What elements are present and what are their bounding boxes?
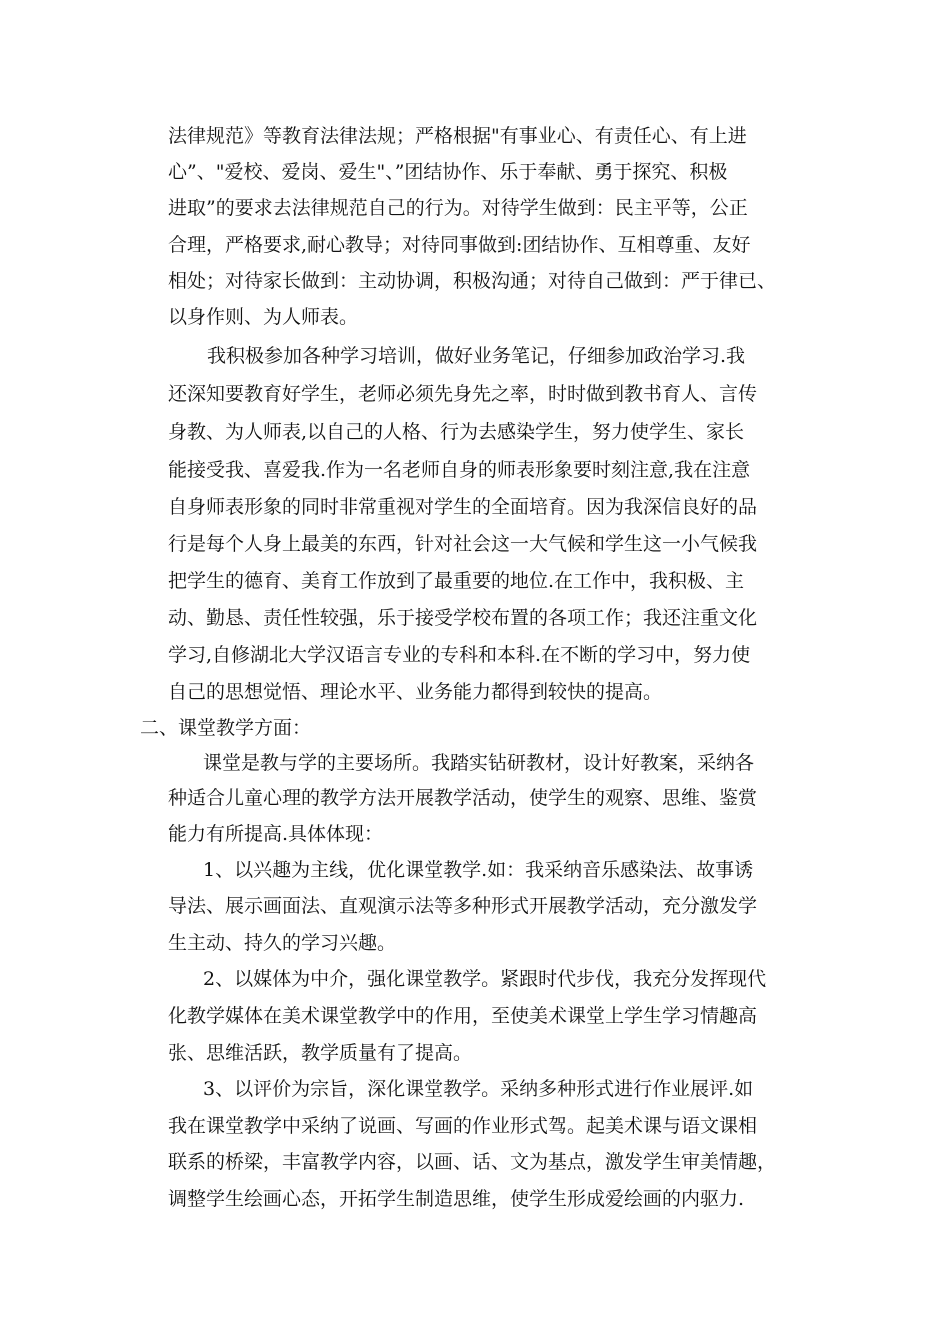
- text-line: 张、思维活跃，教学质量有了提高。: [168, 1042, 473, 1064]
- text-line: 法律规范》等教育法律法规；严格根据"有事业心、有责任心、有上进: [168, 125, 747, 147]
- text-line: 把学生的德育、美育工作放到了最重要的地位.在工作中，我积极、主: [168, 570, 745, 592]
- text-line: 自身师表形象的同时非常重视对学生的全面培育。因为我深信良好的品: [168, 496, 758, 518]
- text-line: 心”、"爱校、爱岗、爱生"、”团结协作、乐于奉献、勇于探究、积极: [168, 161, 728, 183]
- text-line: 相处；对待家长做到：主动协调，积极沟通；对待自己做到：严于律已、: [168, 270, 777, 292]
- text-line: 还深知要教育好学生，老师必须先身先之率，时时做到教书育人、言传: [168, 383, 758, 405]
- text-line: 联系的桥梁，丰富教学内容，以画、话、文为基点，激发学生审美情趣，: [168, 1151, 777, 1173]
- paragraph-start-line: 我积极参加各种学习培训，做好业务笔记，仔细参加政治学习.我: [207, 345, 746, 367]
- text-line: 化教学媒体在美术课堂教学中的作用，至使美术课堂上学生学习情趣高: [168, 1005, 758, 1027]
- paragraph-start-line: 课堂是教与学的主要场所。我踏实钻研教材，设计好教案，采纳各: [203, 752, 755, 774]
- text-line: 导法、展示画面法、直观演示法等多种形式开展教学活动，充分激发学: [168, 895, 758, 917]
- text-line: 动、勤恳、责任性较强，乐于接受学校布置的各项工作；我还注重文化: [168, 607, 758, 629]
- text-line: 能力有所提高.具体体现：: [168, 823, 384, 845]
- text-line: 以身作则、为人师表。: [168, 306, 359, 328]
- text-line: 种适合儿童心理的教学方法开展教学活动，使学生的观察、思维、鉴赏: [168, 787, 758, 809]
- text-line: 合理，严格要求,耐心教导；对待同事做到:团结协作、互相尊重、友好: [168, 234, 751, 256]
- text-line: 能接受我、喜爱我.作为一名老师自身的师表形象要时刻注意,我在注意: [168, 459, 751, 481]
- text-line: 生主动、持久的学习兴趣。: [168, 932, 397, 954]
- text-line: 调整学生绘画心态，开拓学生制造思维，使学生形成爱绘画的内驱力.: [168, 1188, 745, 1210]
- list-item-start-line: 2、以媒体为中介，强化课堂教学。紧跟时代步伐，我充分发挥现代: [203, 968, 767, 990]
- text-line: 学习,自修湖北大学汉语言专业的专科和本科.在不断的学习中，努力使: [168, 644, 751, 666]
- text-line: 我在课堂教学中采纳了说画、写画的作业形式驾。起美术课与语文课相: [168, 1115, 758, 1137]
- text-line: 身教、为人师表,以自己的人格、行为去感染学生，努力使学生、家长: [168, 421, 745, 443]
- section-heading: 二、课堂教学方面：: [140, 717, 312, 739]
- text-line: 自己的思想觉悟、理论水平、业务能力都得到较快的提高。: [168, 681, 663, 703]
- list-item-start-line: 1、以兴趣为主线，优化课堂教学.如：我采纳音乐感染法、故事诱: [203, 859, 754, 881]
- list-item-start-line: 3、以评价为宗旨，深化课堂教学。采纳多种形式进行作业展评.如: [203, 1078, 754, 1100]
- text-line: 行是每个人身上最美的东西，针对社会这一大气候和学生这一小气候我: [168, 533, 758, 555]
- text-line: 进取”的要求去法律规范自己的行为。对待学生做到：民主平等，公正: [168, 197, 748, 219]
